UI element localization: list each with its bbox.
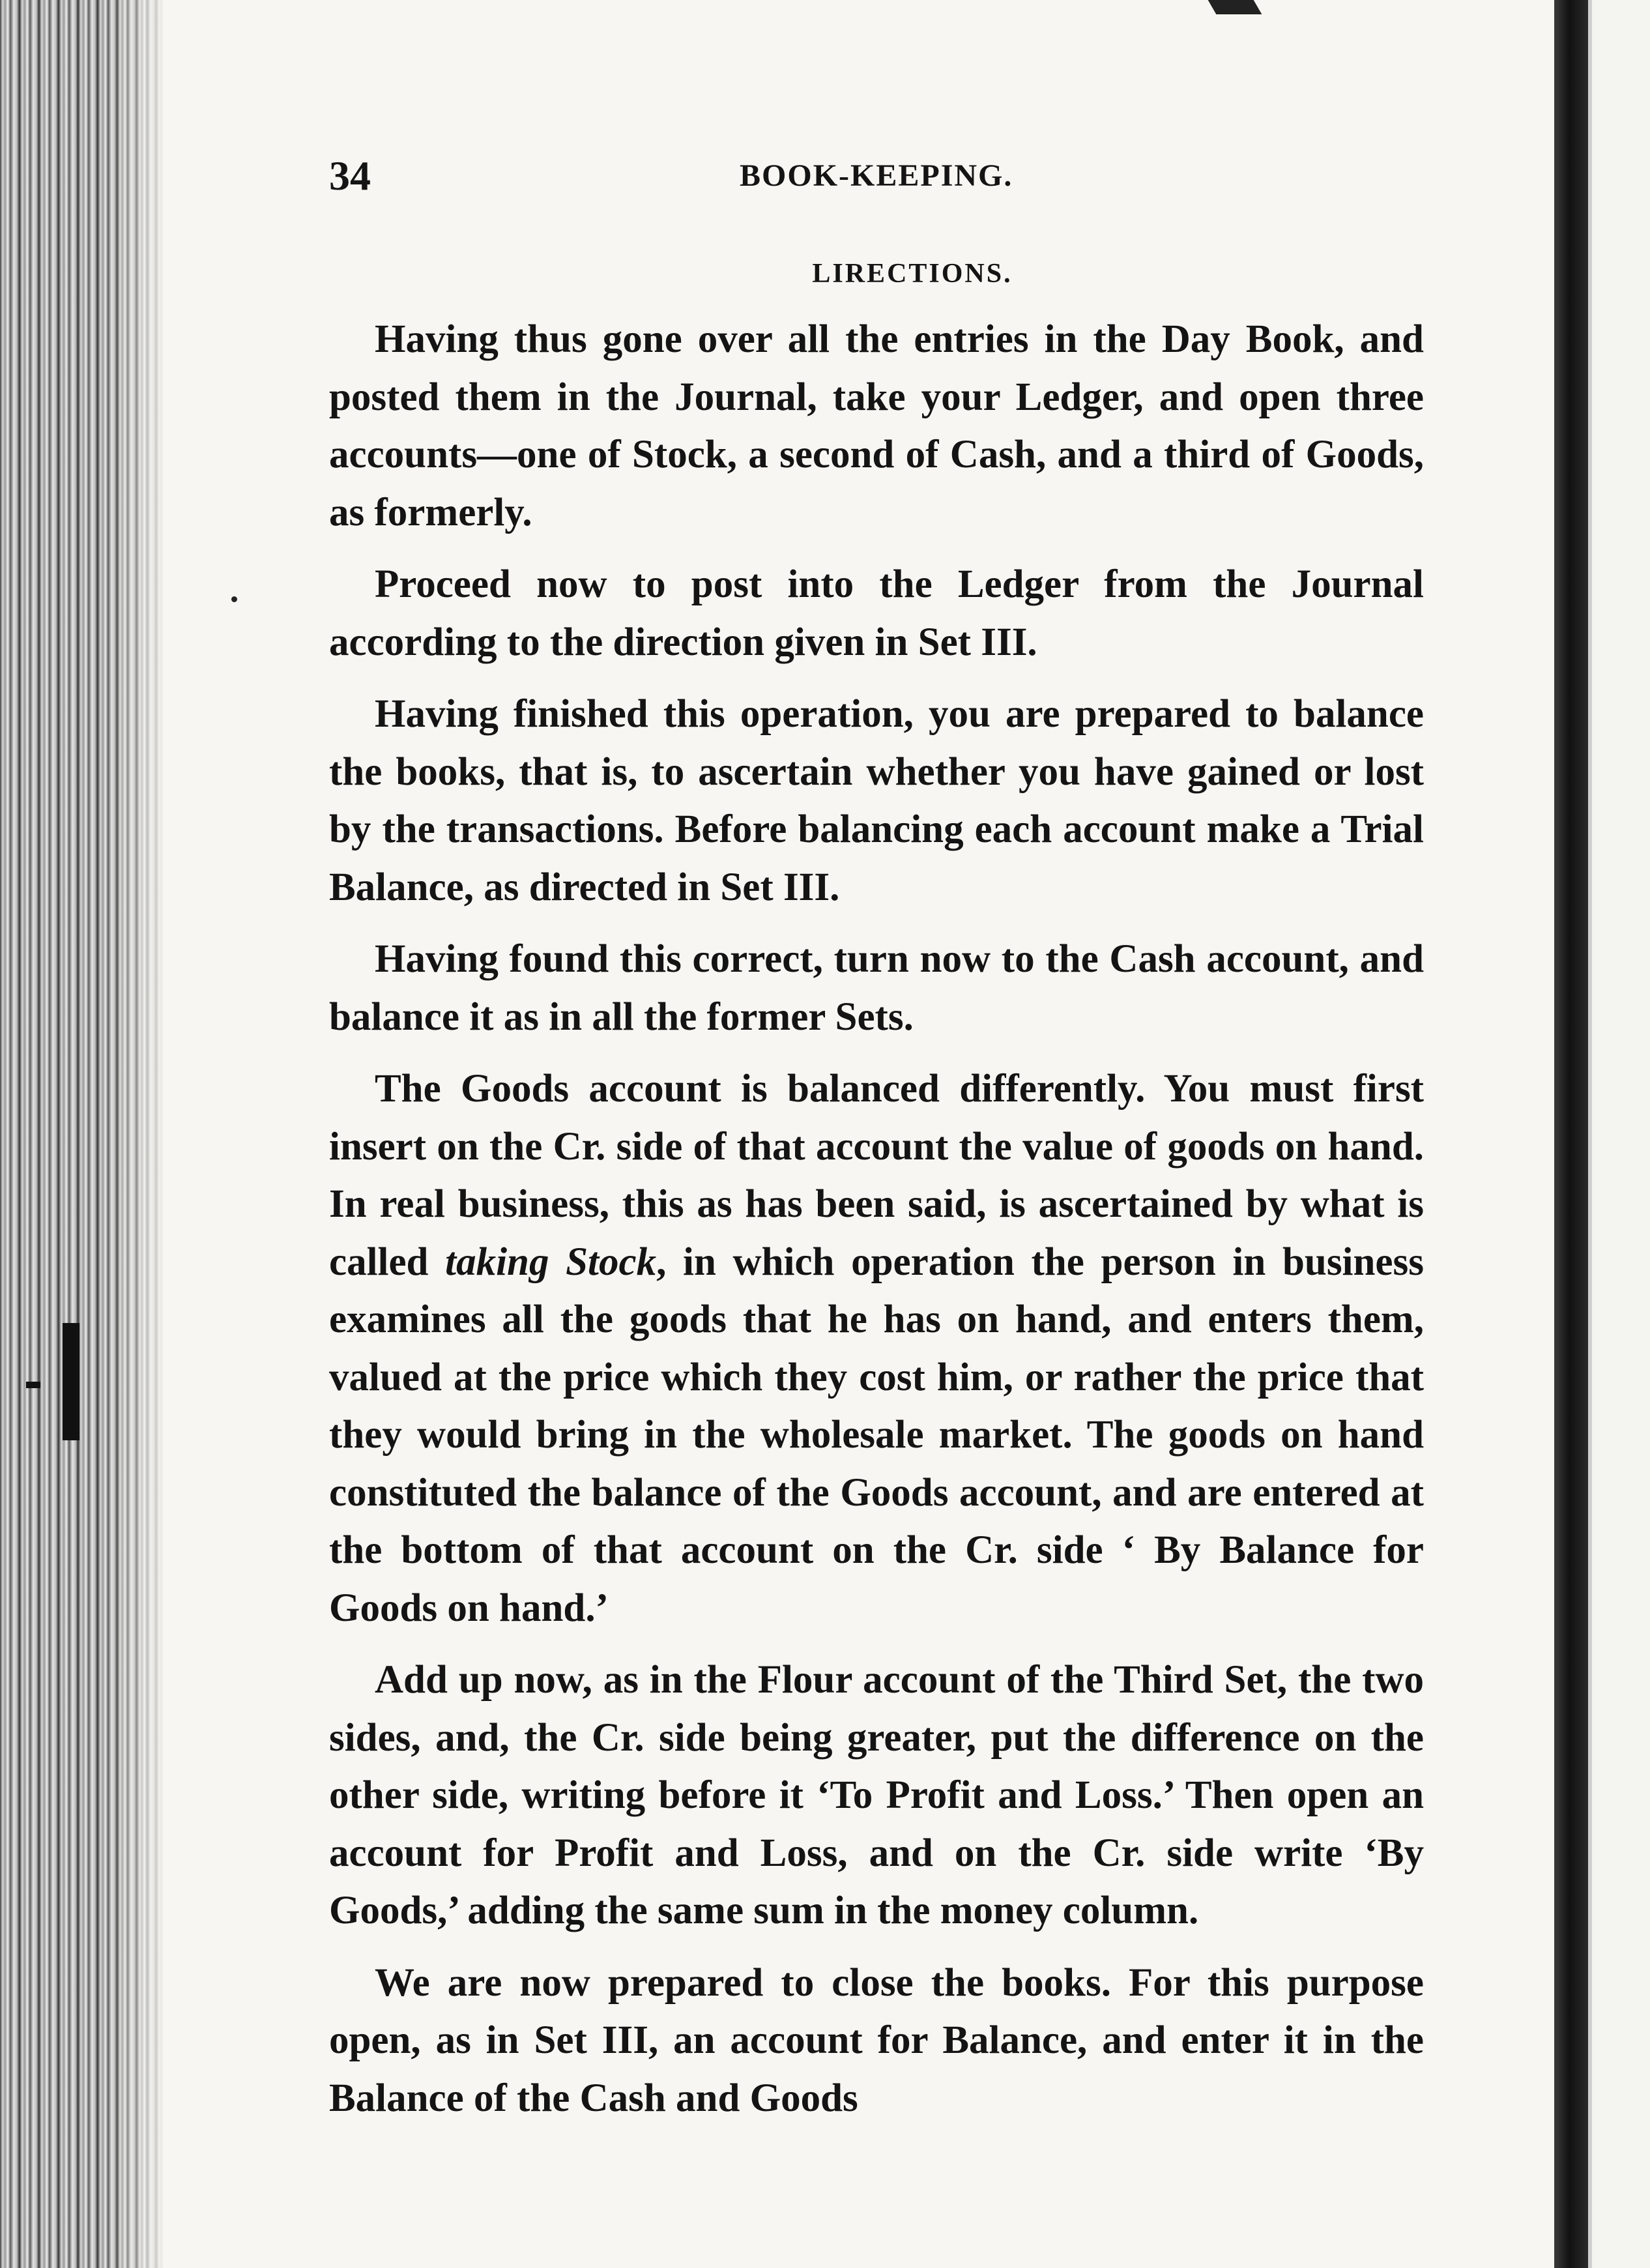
page-number: 34 <box>329 153 371 199</box>
page-edge-shadow <box>1554 0 1588 2268</box>
paragraph: Having thus gone over all the entries in the Day Book, and posted them in the Journal, take your Ledger, and open three accounts—one of Stock, a second of Cash, and a third of Goods, as formerly. <box>329 317 1424 534</box>
running-title: BOOK-KEEPING. <box>740 158 1013 193</box>
adjacent-page-strip <box>1588 0 1650 2268</box>
paragraph-text: , in which operation the person in business examines all the goods that he has on hand, and enters them, valued at the price which they cost him, or rather the price that they would bring in the wholesale market. The goods on hand constituted the balance of the Goods account, and are entered at the bottom of that account on the Cr. side ‘ By Balance for Goods on hand.’ <box>329 1240 1424 1630</box>
page-text-block <box>329 147 1424 2142</box>
paragraph: We are now prepared to close the books. For this purpose open, as in Set III, an account for Balance, and enter it in the Balance of the Cash and Goods <box>329 1960 1424 2120</box>
paragraph: Proceed now to post into the Ledger from the Journal according to the direction given in Set III. <box>329 562 1424 664</box>
paragraph: Having found this correct, turn now to the Cash account, and balance it as in all the former Sets. <box>329 937 1424 1039</box>
paragraph-text: The Goods account is balanced differently. You must first insert on the Cr. side of that account the value of goods on hand. In real business, this as has been said, is ascertained by what is called <box>329 1067 1424 1284</box>
scan-artifact-mark <box>26 1382 40 1388</box>
gutter-shadow <box>111 0 182 2268</box>
paragraph <box>329 1060 1424 1637</box>
italic-term: taking Stock <box>445 1240 657 1284</box>
spine-dark-mark <box>63 1323 80 1440</box>
ink-speck <box>231 596 237 602</box>
scan-artifact-top <box>1208 0 1262 14</box>
running-head <box>329 147 1424 205</box>
section-title: LIRECTIONS. <box>812 259 1013 289</box>
paragraph: Having finished this operation, you are prepared to balance the books, that is, to ascertain whether you have gained or lost by the transactions. Before balancing each account make a Trial Balance, as directed in Set III. <box>329 692 1424 909</box>
paragraph: Add up now, as in the Flour account of the Third Set, the two sides, and, the Cr. side being greater, put the difference on the other side, writing before it ‘To Profit and Loss.’ Then open an account for Profit and Loss, and on the Cr. side write ‘By Goods,’ adding the same sum in the money column. <box>329 1658 1424 1932</box>
